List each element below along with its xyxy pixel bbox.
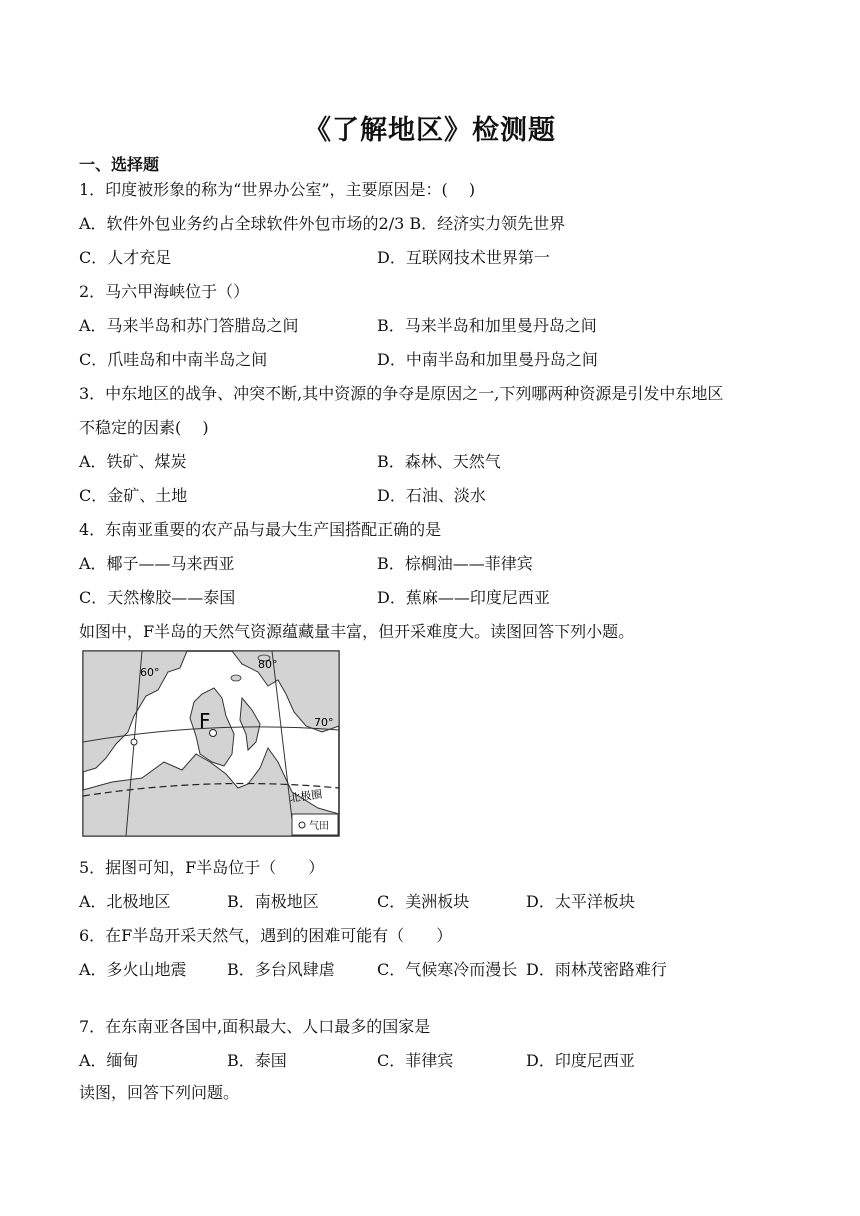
question-5-option-a: A．北极地区 <box>79 892 171 911</box>
label-60: 60° <box>140 666 160 679</box>
question-5-stem: 5．据图可知，F半岛位于（ ） <box>79 858 325 877</box>
question-6-option-d: D．雨林茂密路难行 <box>526 960 667 979</box>
question-4-stem: 4．东南亚重要的农产品与最大生产国搭配正确的是 <box>79 520 442 539</box>
question-3-stem-line2: 不稳定的因素( ) <box>79 418 209 437</box>
question-7-option-d: D．印度尼西亚 <box>526 1051 635 1070</box>
legend-label: 气田 <box>309 821 329 832</box>
question-6-option-c: C．气候寒冷而漫长 <box>377 960 518 979</box>
question-4-option-d: D．蕉麻——印度尼西亚 <box>377 588 550 607</box>
question-7-stem: 7．在东南亚各国中,面积最大、人口最多的国家是 <box>79 1017 431 1036</box>
question-5-option-c: C．美洲板块 <box>377 892 470 911</box>
question-4-option-a: A．椰子——马来西亚 <box>79 554 235 573</box>
question-2-option-c: C．爪哇岛和中南半岛之间 <box>79 350 268 369</box>
question-1-options-ab: A．软件外包业务约占全球软件外包市场的2/3 B．经济实力领先世界 <box>79 214 566 233</box>
question-2-option-b: B．马来半岛和加里曼丹岛之间 <box>377 316 597 335</box>
island <box>231 675 241 681</box>
section-heading: 一、选择题 <box>79 155 160 174</box>
label-70: 70° <box>314 716 334 729</box>
label-f: F <box>199 709 211 733</box>
question-1-option-c: C．人才充足 <box>79 248 172 267</box>
question-4-option-c: C．天然橡胶——泰国 <box>79 588 236 607</box>
question-2-option-a: A．马来半岛和苏门答腊岛之间 <box>79 316 299 335</box>
question-6-option-b: B．多台风肆虐 <box>227 960 335 979</box>
question-6-stem: 6．在F半岛开采天然气，遇到的困难可能有（ ） <box>79 926 453 945</box>
label-80: 80° <box>258 658 278 671</box>
page-title: 《了解地区》检测题 <box>304 115 556 146</box>
map-intro-text: 如图中，F半岛的天然气资源蕴藏量丰富，但开采难度大。读图回答下列小题。 <box>79 622 635 641</box>
question-3-option-c: C．金矿、土地 <box>79 486 188 505</box>
question-5-option-d: D．太平洋板块 <box>526 892 635 911</box>
read-map-prompt: 读图，回答下列问题。 <box>79 1083 240 1102</box>
label-arctic-circle: 北极圈 <box>288 787 324 805</box>
question-2-option-d: D．中南半岛和加里曼丹岛之间 <box>377 350 598 369</box>
question-5-option-b: B．南极地区 <box>227 892 319 911</box>
gas-field-icon <box>210 730 217 737</box>
question-4-option-b: B．棕榈油——菲律宾 <box>377 554 533 573</box>
question-7-option-a: A．缅甸 <box>79 1051 139 1070</box>
question-2-stem: 2．马六甲海峡位于（） <box>79 282 250 301</box>
question-1-stem: 1．印度被形象的称为“世界办公室”，主要原因是：( ) <box>79 180 476 199</box>
question-6-option-a: A．多火山地震 <box>79 960 187 979</box>
question-3-option-b: B．森林、天然气 <box>377 452 501 471</box>
question-3-stem-line1: 3．中东地区的战争、冲突不断,其中资源的争夺是原因之一,下列哪两种资源是引发中东地区 <box>79 384 724 403</box>
question-3-option-d: D．石油、淡水 <box>377 486 486 505</box>
question-3-option-a: A．铁矿、煤炭 <box>79 452 187 471</box>
question-7-option-c: C．菲律宾 <box>377 1051 454 1070</box>
peninsula-map <box>82 650 340 837</box>
gas-field-icon <box>131 739 137 745</box>
question-1-option-d: D．互联网技术世界第一 <box>377 248 550 267</box>
question-7-option-b: B．泰国 <box>227 1051 287 1070</box>
legend-gas-icon <box>299 822 305 828</box>
